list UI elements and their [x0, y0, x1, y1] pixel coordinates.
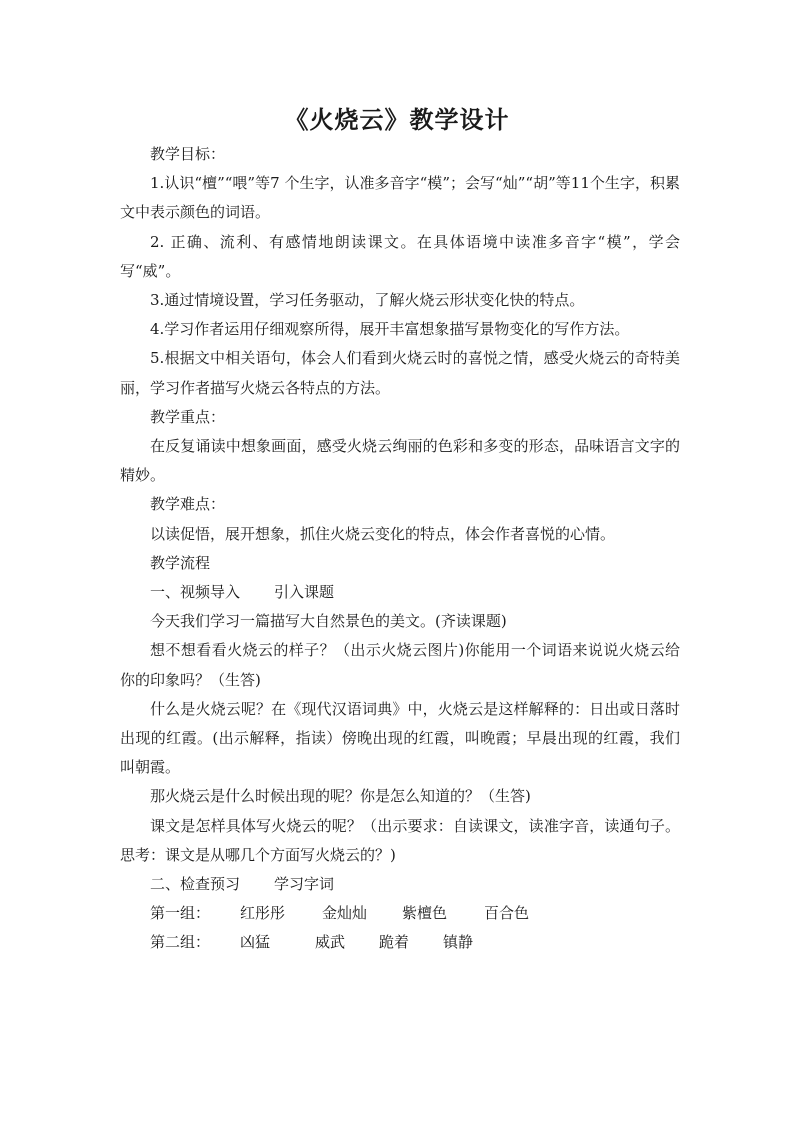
section2-subtitle: 学习字词 [274, 875, 335, 894]
word-group-1-word: 红彤彤 [240, 904, 286, 923]
word-group-1-word: 紫檀色 [402, 904, 448, 923]
document-body [120, 140, 680, 958]
word-group-2 [120, 928, 680, 957]
section1-heading [120, 578, 680, 607]
word-group-1 [120, 899, 680, 928]
section1-paragraph-1: 今天我们学习一篇描写大自然景色的美文。(齐读课题) [150, 612, 507, 631]
word-group-1-word: 百合色 [484, 904, 530, 923]
goal-item-5: 5.根据文中相关语句，体会人们看到火烧云时的喜悦之情，感受火烧云的奇特美丽，学习作者描写火烧云各特点的方法。 [120, 349, 680, 397]
key-text: 在反复诵读中想象画面，感受火烧云绚丽的色彩和多变的形态，品味语言文字的精妙。 [120, 437, 680, 485]
section2-title: 二、检查预习 [150, 875, 241, 894]
section2-heading [120, 870, 680, 899]
difficulty-text: 以读促悟，展开想象，抓住火烧云变化的特点，体会作者喜悦的心情。 [150, 524, 616, 543]
difficulty-heading: 教学难点： [150, 495, 226, 514]
section1-title: 一、视频导入 [150, 583, 241, 602]
goals-heading: 教学目标： [150, 145, 226, 163]
goal-item-4: 4.学习作者运用仔细观察所得，展开丰富想象描写景物变化的写作方法。 [150, 320, 630, 339]
goal-item-3: 3.通过情境设置，学习任务驱动，了解火烧云形状变化快的特点。 [150, 291, 585, 310]
word-group-2-word: 凶猛 [240, 933, 271, 952]
section1-paragraph-4: 那火烧云是什么时候出现的呢？你是怎么知道的？（生答) [150, 787, 531, 806]
word-group-2-word: 跪着 [379, 933, 410, 952]
section1-subtitle: 引入课题 [274, 583, 335, 602]
key-heading: 教学重点： [150, 407, 226, 426]
goal-item-1: 1.认识“檀”“喂”等7 个生字，认准多音字“模”；会写“灿”“胡”等11个生字，积累文中表示颜色的词语。 [120, 174, 680, 222]
word-group-2-word: 镇静 [443, 933, 474, 952]
section1-paragraph-2: 想不想看看火烧云的样子？（出示火烧云图片)你能用一个词语来说说火烧云给你的印象吗？（生答) [120, 641, 680, 689]
section1-paragraph-5: 课文是怎样具体写火烧云的呢？（出示要求：自读课文，读准字音，读通句子。思考：课文是从哪几个方面写火烧云的？) [120, 816, 680, 864]
word-group-2-label: 第二组： [150, 933, 211, 952]
goal-item-2: 2. 正确、流利、有感情地朗读课文。在具体语境中读准多音字“模”，学会写“威”。 [120, 232, 680, 280]
word-group-2-word: 威武 [315, 933, 346, 952]
section1-paragraph-3: 什么是火烧云呢？在《现代汉语词典》中，火烧云是这样解释的：日出或日落时出现的红霞。(出示解释，指读）傍晚出现的红霞，叫晚霞；早晨出现的红霞，我们叫朝霞。 [120, 699, 680, 777]
word-group-1-word: 金灿灿 [322, 904, 368, 923]
word-group-1-label: 第一组： [150, 904, 211, 923]
document-title: 《火烧云》教学设计 [284, 106, 510, 134]
flow-heading: 教学流程 [150, 553, 211, 572]
